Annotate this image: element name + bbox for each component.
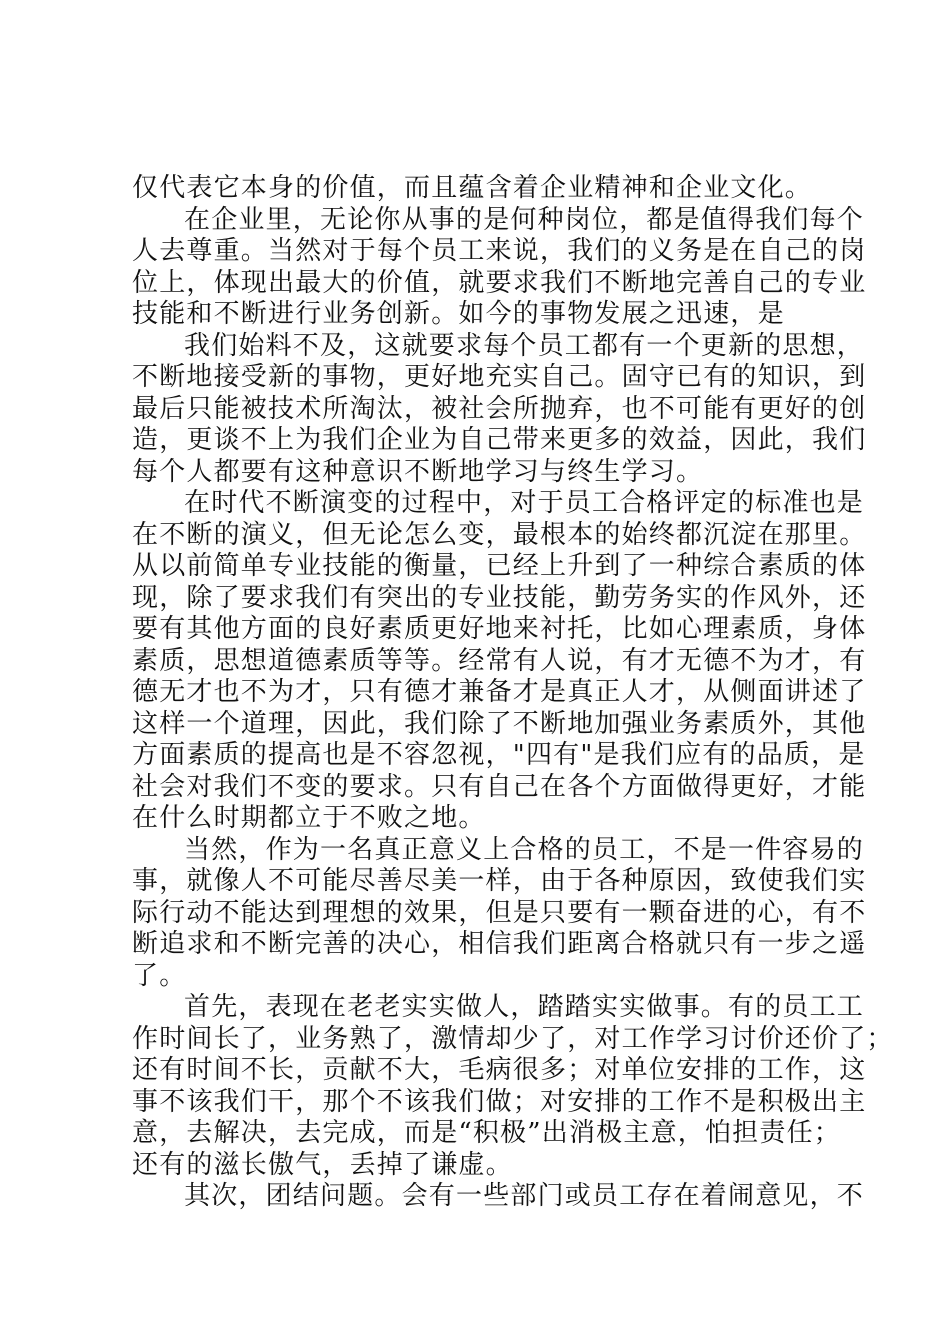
paragraph-start-line: 在时代不断演变的过程中，对于员工合格评定的标准也是 [184,488,865,518]
body-text [132,173,894,1213]
text-line: 在什么时期都立于不败之地。 [132,803,486,833]
text-line: 造，更谈不上为我们企业为自己带来更多的效益，因此，我们 [132,425,867,455]
text-line: 仅代表它本身的价值，而且蕴含着企业精神和企业文化。 [132,173,813,203]
text-line: 还有的滋长傲气，丢掉了谦虚。 [132,1149,513,1180]
text-line: 德无才也不为才，只有德才兼备才是真正人才，从侧面讲述了 [132,677,867,707]
text-line: 每个人都要有这种意识不断地学习与终生学习。 [132,456,704,487]
text-line: 这样一个道理，因此，我们除了不断地加强业务素质外，其他 [132,708,867,739]
text-line: 在不断的演义，但无论怎么变，最根本的始终都沉淀在那里。 [132,519,867,550]
text-line: 事，就像人不可能尽善尽美一样，由于各种原因，致使我们实 [132,866,867,896]
paragraph-start-line: 我们始料不及，这就要求每个员工都有一个更新的思想， [184,330,865,361]
text-line: 断追求和不断完善的决心，相信我们距离合格就只有一步之遥 [132,929,867,959]
text-line: 还有时间不长，贡献不大，毛病很多；对单位安排的工作，这 [132,1055,867,1085]
text-line: 人去尊重。当然对于每个员工来说，我们的义务是在自己的岗 [132,236,867,266]
text-line: 不断地接受新的事物，更好地充实自己。固守已有的知识，到 [132,362,867,392]
text-line: 方面素质的提高也是不容忽视，"四有"是我们应有的品质，是 [132,740,866,770]
text-line: 现，除了要求我们有突出的专业技能，勤劳务实的作风外，还 [132,582,867,613]
text-line: 作时间长了，业务熟了，激情却少了，对工作学习讨价还价了； [132,1023,894,1054]
text-line: 事不该我们干，那个不该我们做；对安排的工作不是积极出主 [132,1086,867,1117]
paragraph-start-line: 其次，团结问题。会有一些部门或员工存在着闹意见，不 [184,1181,865,1211]
text-line: 位上，体现出最大的价值，就要求我们不断地完善自己的专业 [132,267,867,298]
text-line: 最后只能被技术所淘汰，被社会所抛弃，也不可能有更好的创 [132,393,867,424]
text-line: 际行动不能达到理想的效果，但是只要有一颗奋进的心，有不 [132,897,867,928]
paragraph-start-line: 当然，作为一名真正意义上合格的员工，不是一件容易的 [184,834,865,865]
paragraph-start-line: 在企业里，无论你从事的是何种岗位，都是值得我们每个 [184,204,865,235]
text-line: 从以前简单专业技能的衡量，已经上升到了一种综合素质的体 [132,551,867,581]
text-line: 意，去解决，去完成，而是“积极”出消极主意，怕担责任； [132,1118,841,1148]
text-line: 要有其他方面的良好素质更好地来衬托，比如心理素质，身体 [132,614,867,644]
text-line: 社会对我们不变的要求。只有自己在各个方面做得更好，才能 [132,771,867,802]
paragraph-start-line: 首先，表现在老老实实做人，踏踏实实做事。有的员工工 [184,992,865,1022]
text-line: 技能和不断进行业务创新。如今的事物发展之迅速，是 [132,299,785,329]
text-line: 素质，思想道德素质等等。经常有人说，有才无德不为才，有 [132,645,867,676]
text-line: 了。 [132,960,187,991]
